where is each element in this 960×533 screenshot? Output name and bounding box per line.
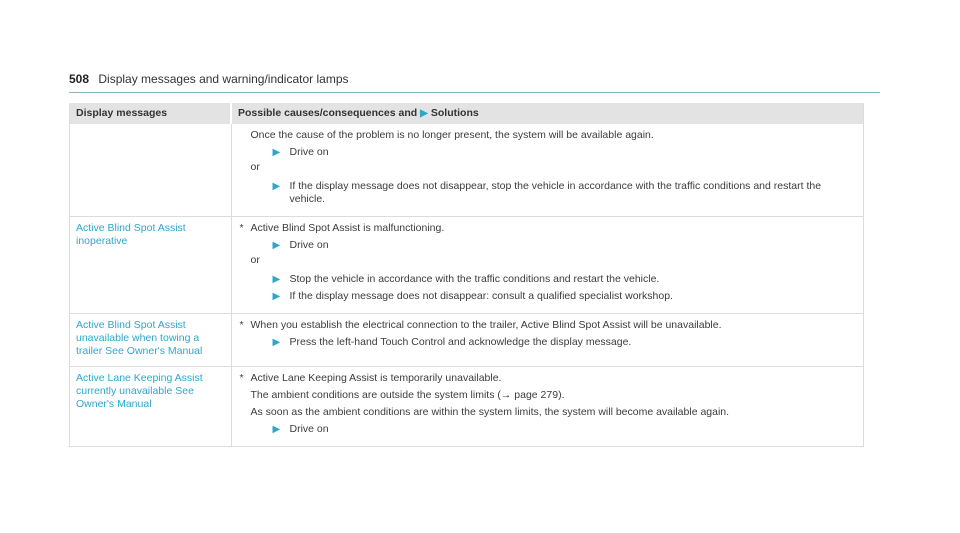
play-triangle-icon: ▶ [272, 337, 281, 348]
table-row [70, 124, 864, 217]
or-text: or [250, 254, 260, 266]
play-triangle-icon: ▶ [272, 291, 281, 302]
solution-step: ▶ If the display message does not disappear: consult a qualified specialist workshop. [272, 290, 673, 302]
solution-cell [231, 367, 864, 447]
message-cell: Active Lane Keeping Assist currently unavailable See Owner's Manual [70, 367, 232, 447]
message-cell: Active Blind Spot Assist inoperative [70, 217, 232, 314]
solution-step: ▶ Drive on [272, 146, 329, 158]
play-triangle-icon: ▶ [420, 108, 428, 119]
table-row [70, 217, 864, 314]
play-triangle-icon: ▶ [272, 274, 281, 285]
solution-step: ▶ Stop the vehicle in accordance with the traffic conditions and restart the vehicle. [272, 273, 660, 285]
solution-cell [231, 124, 864, 217]
page-number: 508 [69, 72, 90, 86]
play-triangle-icon: ▶ [272, 240, 281, 251]
cause-text: Once the cause of the problem is no longer present, the system will be available again. [250, 129, 654, 141]
column-header-display-messages: Display messages [70, 103, 232, 124]
condition-text: The ambient conditions are outside the system limits (→ page 279). [250, 389, 565, 401]
table-row [70, 367, 864, 447]
table-row [70, 314, 864, 367]
asterisk-icon: * [239, 222, 244, 234]
solution-step: ▶ Press the left-hand Touch Control and acknowledge the display message. [272, 336, 632, 348]
solution-step: ▶ If the display message does not disappear, stop the vehicle in accordance with the traffic conditions and restart the vehicle. [272, 180, 822, 205]
message-cell [70, 124, 232, 217]
table-header-row [70, 103, 864, 124]
cause-text: * When you establish the electrical connection to the trailer, Active Blind Spot Assist will be unavailable. [239, 319, 722, 331]
solution-cell [231, 217, 864, 314]
play-triangle-icon: ▶ [272, 181, 281, 192]
play-triangle-icon: ▶ [272, 424, 281, 435]
message-cell: Active Blind Spot Assist unavailable when towing a trailer See Owner's Manual [70, 314, 232, 367]
cause-text: * Active Lane Keeping Assist is temporarily unavailable. [239, 372, 502, 384]
asterisk-icon: * [239, 319, 244, 331]
play-triangle-icon: ▶ [272, 147, 281, 158]
cause-text: * Active Blind Spot Assist is malfunctioning. [239, 222, 445, 234]
column-header-causes-solutions: Possible causes/consequences and ▶ Solutions [231, 103, 864, 124]
page-header [69, 72, 880, 93]
page-title: Display messages and warning/indicator lamps [98, 72, 349, 86]
solution-cell [231, 314, 864, 367]
asterisk-icon: * [239, 372, 244, 384]
condition-text: As soon as the ambient conditions are within the system limits, the system will become available again. [250, 406, 730, 418]
solution-step: ▶ Drive on [272, 423, 329, 435]
display-messages-table [69, 103, 864, 447]
or-text: or [250, 161, 260, 173]
solution-step: ▶ Drive on [272, 239, 329, 251]
